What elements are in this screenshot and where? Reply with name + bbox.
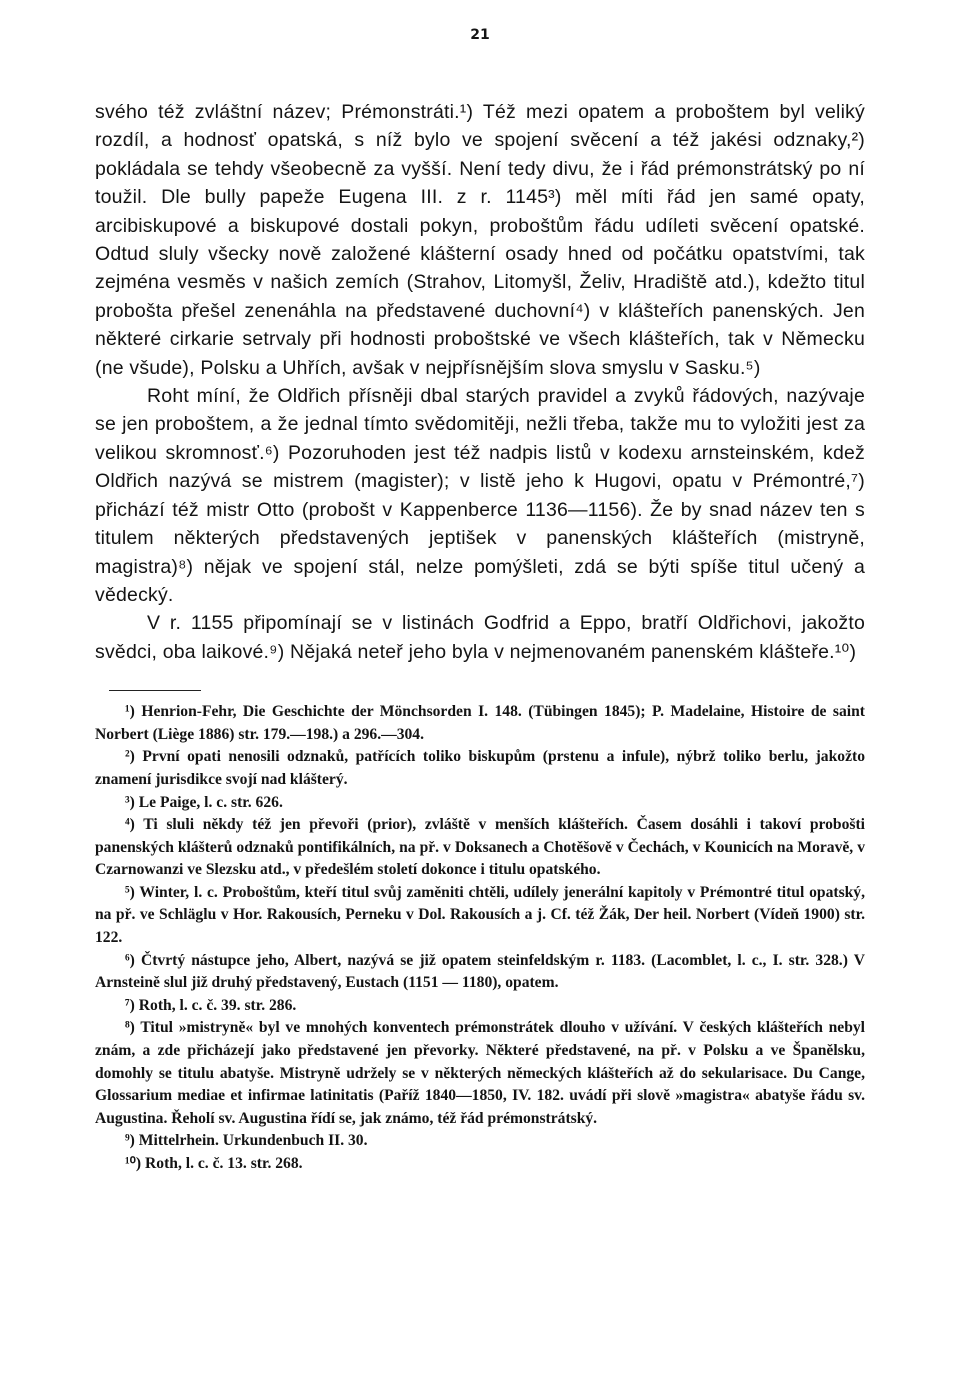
paragraph-3: V r. 1155 připomínají se v listinách Godfrid a Eppo, bratří Oldřichovi, jakožto svědci, oba laikové.⁹) Nějaká neteř jeho byla v nejmenovaném panenském klášteře.¹⁰) bbox=[95, 612, 865, 663]
footnote-separator bbox=[109, 690, 201, 691]
footnote-7: ⁷) Roth, l. c. č. 39. str. 286. bbox=[125, 996, 297, 1014]
footnote-1: ¹) Henrion-Fehr, Die Geschichte der Mönchsorden I. 148. (Tübingen 1845); P. Madelaine, Histoire de saint Norbert (Liège 1886) str. 179.—198.) a 296.—304. bbox=[95, 703, 865, 743]
paragraph-2: Roht míní, že Oldřich přísněji dbal starých pravidel a zvyků řádových, nazývaje se jen proboštem, a že jednal tímto svědomitěji, nežli třeba, takže mu to vyložiti jest za velikou skromnosť.⁶) Pozoruhoden jest též nadpis listů v kodexu arnsteinském, kdež Oldřich nazývá se mistrem (magister); v listě jeho k Hugovi, opatu v Prémontré,⁷) přichází též mistr Otto (probošt v Kappenberce 1136—1156). Že by snad název ten s titulem některých představených jeptišek v panenských klášteřích (mistryně, magistra)⁸) nějak ve spojení stál, nelze pomýšleti, zdá se býti spíše titul učený a vědecký. bbox=[95, 385, 865, 606]
document-page bbox=[95, 24, 865, 1176]
footnote-3: ³) Le Paige, l. c. str. 626. bbox=[125, 793, 283, 811]
footnote-8: ⁸) Titul »mistryně« byl ve mnohých konventech prémonstrátek dlouho v užívání. V českých klášteřích nebyl znám, a zde přicházejí jako představené jen převorky. Některé představené, na př. v Polsku a ve Španělsku, domohly se titulu abatyše. Mistryně udržely se v některých německých klášteřích až do sekularisace. Du Cange, Glossarium mediae et infirmae latinitatis (Paříž 1840—1850, IV. 182. uvádí při slově »magistra« abatyše řádu sv. Augustina. Řeholí sv. Augustina řídí se, jak známo, též řád prémonstrátský. bbox=[95, 1019, 865, 1127]
footnote-4: ⁴) Ti sluli někdy též jen převoři (prior), zvláště v menších klášteřích. Časem dosáhli i takoví probošti panenských klášterů odznaků pontifikálních, na př. v Doksanech a Chotěšově v Čechách, v Kounicích na Moravě, v Czarnowanzi ve Slezsku atd., v předešlém století dokonce i titulu opatského. bbox=[95, 816, 865, 879]
paragraph-1: svého též zvláštní název; Prémonstráti.¹) Též mezi opatem a proboštem byl veliký rozdíl, a hodnosť opatská, s níž bylo ve spojení svěcení a též jakési odznaky,²) pokládala se tehdy všeobecně za vyšší. Není tedy divu, že i řád prémonstrátský po ní toužil. Dle bully papeže Eugena III. z r. 1145³) měl míti řád jen samé opaty, arcibiskupové a biskupové dostali pokyn, proboštům řádu udíleti svěcení opatské. Odtud sluly všecky nově založené klášterní osady hned od počátku opatstvími, tak zejména vesměs v našich zemích (Strahov, Litomyšl, Želiv, Hradiště atd.), kdežto titul probošta přešel zenenáhla na představené duchovní⁴) v klášteřích panenských. Jen některé cirkarie setrvaly při hodnosti proboštské ve všech klášteřích, tak v Německu (ne všude), Polsku a Uhřích, avšak v nejpřísnějším slova smyslu v Sasku.⁵) bbox=[95, 101, 865, 379]
main-text bbox=[95, 98, 865, 666]
footnote-5: ⁵) Winter, l. c. Proboštům, kteří titul svůj zaměniti chtěli, udílely jenerální kapitoly v Prémontré titul opatský, na př. ve Schläglu v Hor. Rakousích, Perneku v Dol. Rakousích a j. Cf. též Žák, Der heil. Norbert (Vídeň 1900) str. 122. bbox=[95, 883, 865, 947]
footnote-2: ²) První opati nenosili odznaků, patřících toliko biskupům (prstenu a infule), nýbrž toliko berlu, jakožto znamení jurisdikce svojí nad klášterý. bbox=[95, 748, 865, 788]
footnotes bbox=[95, 701, 865, 1175]
footnote-6: ⁶) Čtvrtý nástupce jeho, Albert, nazývá se již opatem steinfeldským r. 1183. (Lacomblet, l. c., I. str. 328.) V Arnsteině slul již druhý představený, Eustach (1151 — 1180), opatem. bbox=[95, 951, 865, 992]
footnote-10: ¹⁰) Roth, l. c. č. 13. str. 268. bbox=[125, 1155, 303, 1172]
page-number: 21 bbox=[470, 27, 490, 43]
footnote-9: ⁹) Mittelrhein. Urkundenbuch II. 30. bbox=[125, 1132, 368, 1150]
